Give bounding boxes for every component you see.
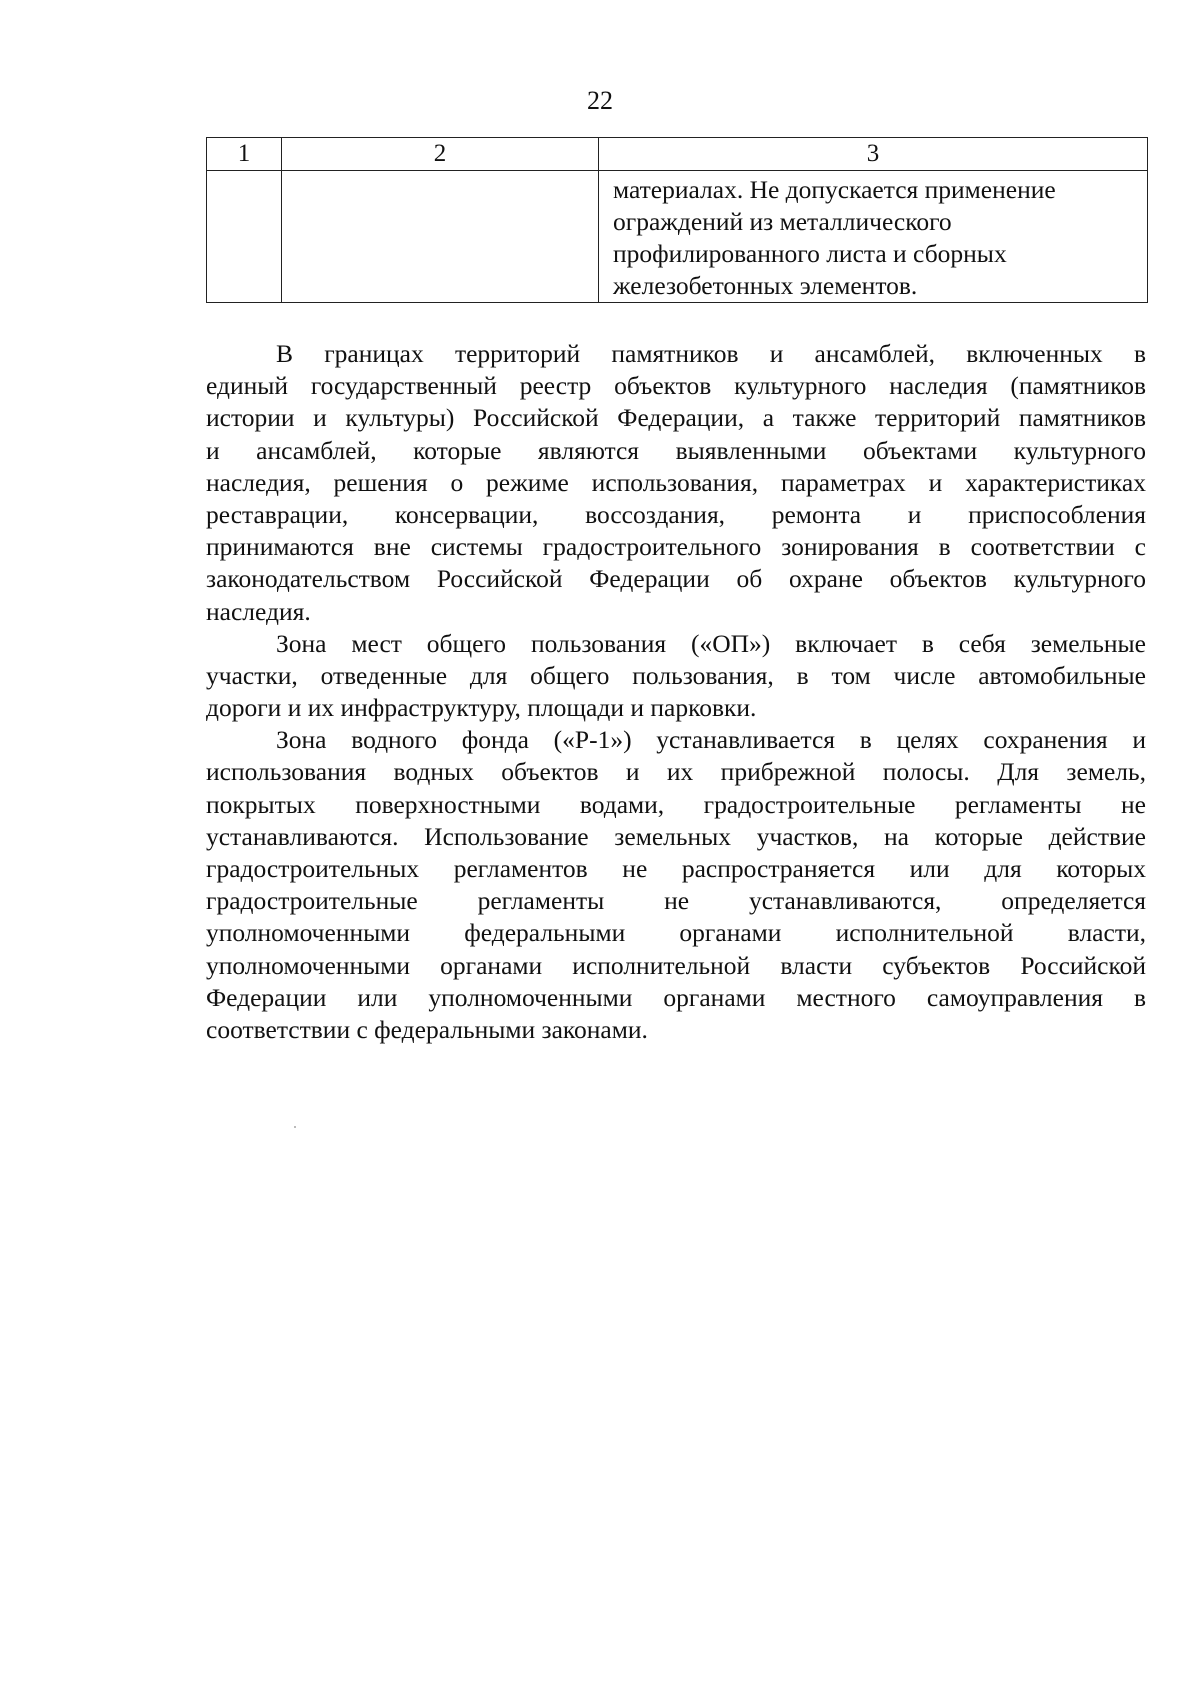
paragraph-line: законодательством Российской Федерации об охране объектов культурного [206,564,1146,594]
page-number: 22 [587,86,613,115]
table-cell-line: железобетонных элементов. [613,271,918,300]
paragraph-line: реставрации, консервации, воссоздания, ремонта и приспособления [206,499,1146,529]
paragraph-line: принимаются вне системы градостроительного зонирования в соответствии с [206,532,1146,562]
paragraph-line: участки, отведенные для общего пользования, в том числе автомобильные [206,660,1146,690]
table-cell-line: материалах. Не допускается применение [613,175,1056,204]
regulations-table [206,137,1148,303]
paragraph-water-zone [206,724,1146,1046]
table-cell-col2 [282,171,599,303]
paragraph-line: градостроительных регламентов не распространяется или для которых [206,854,1146,883]
paragraph-line: наследия, решения о режиме использования, параметрах и характеристиках [206,467,1146,497]
table-cell-line: профилированного листа и сборных [613,239,1007,268]
paragraph-line: градостроительные регламенты не устанавливаются, определяется [206,886,1146,916]
table-header-cell-2: 2 [282,138,599,171]
table-cell-line: ограждений из металлического [613,207,952,236]
paragraph-line: и ансамблей, которые являются выявленными объектами культурного [206,435,1146,465]
paragraph-public-zone [206,628,1146,725]
table-header-cell-1: 1 [207,138,282,171]
body-text [206,338,1146,1046]
paragraph-line: устанавливаются. Использование земельных участков, на которые действие [206,821,1146,851]
paragraph-line: уполномоченными федеральными органами исполнительной власти, [206,918,1146,948]
paragraph-line: наследия. [206,596,311,626]
table-cell-text [599,171,1147,302]
scan-speck [294,1126,296,1128]
table-cell-col1 [207,171,282,303]
paragraph-line: уполномоченными органами исполнительной власти субъектов Российской [206,950,1146,980]
table-row [207,171,1148,303]
table-cell-col3 [599,171,1148,303]
paragraph-line: В границах территорий памятников и ансамблей, включенных в [276,339,1146,368]
paragraph-line: соответствии с федеральными законами. [206,1014,648,1044]
paragraph-line: покрытых поверхностными водами, градостроительные регламенты не [206,789,1146,819]
table-header-cell-3: 3 [599,138,1148,171]
paragraph-line: дороги и их инфраструктуру, площади и парковки. [206,693,757,723]
paragraph-line: Зона мест общего пользования («ОП») включает в себя земельные [276,628,1146,658]
table-header-row [207,138,1148,171]
paragraph-line: Федерации или уполномоченными органами местного самоуправления в [206,982,1146,1012]
paragraph-line: Зона водного фонда («Р-1») устанавливается в целях сохранения и [276,725,1146,755]
paragraph-cultural-heritage [206,338,1146,628]
paragraph-line: истории и культуры) Российской Федерации, а также территорий памятников [206,403,1146,433]
paragraph-line: использования водных объектов и их прибрежной полосы. Для земель, [206,757,1146,787]
paragraph-line: единый государственный реестр объектов культурного наследия (памятников [206,371,1146,401]
